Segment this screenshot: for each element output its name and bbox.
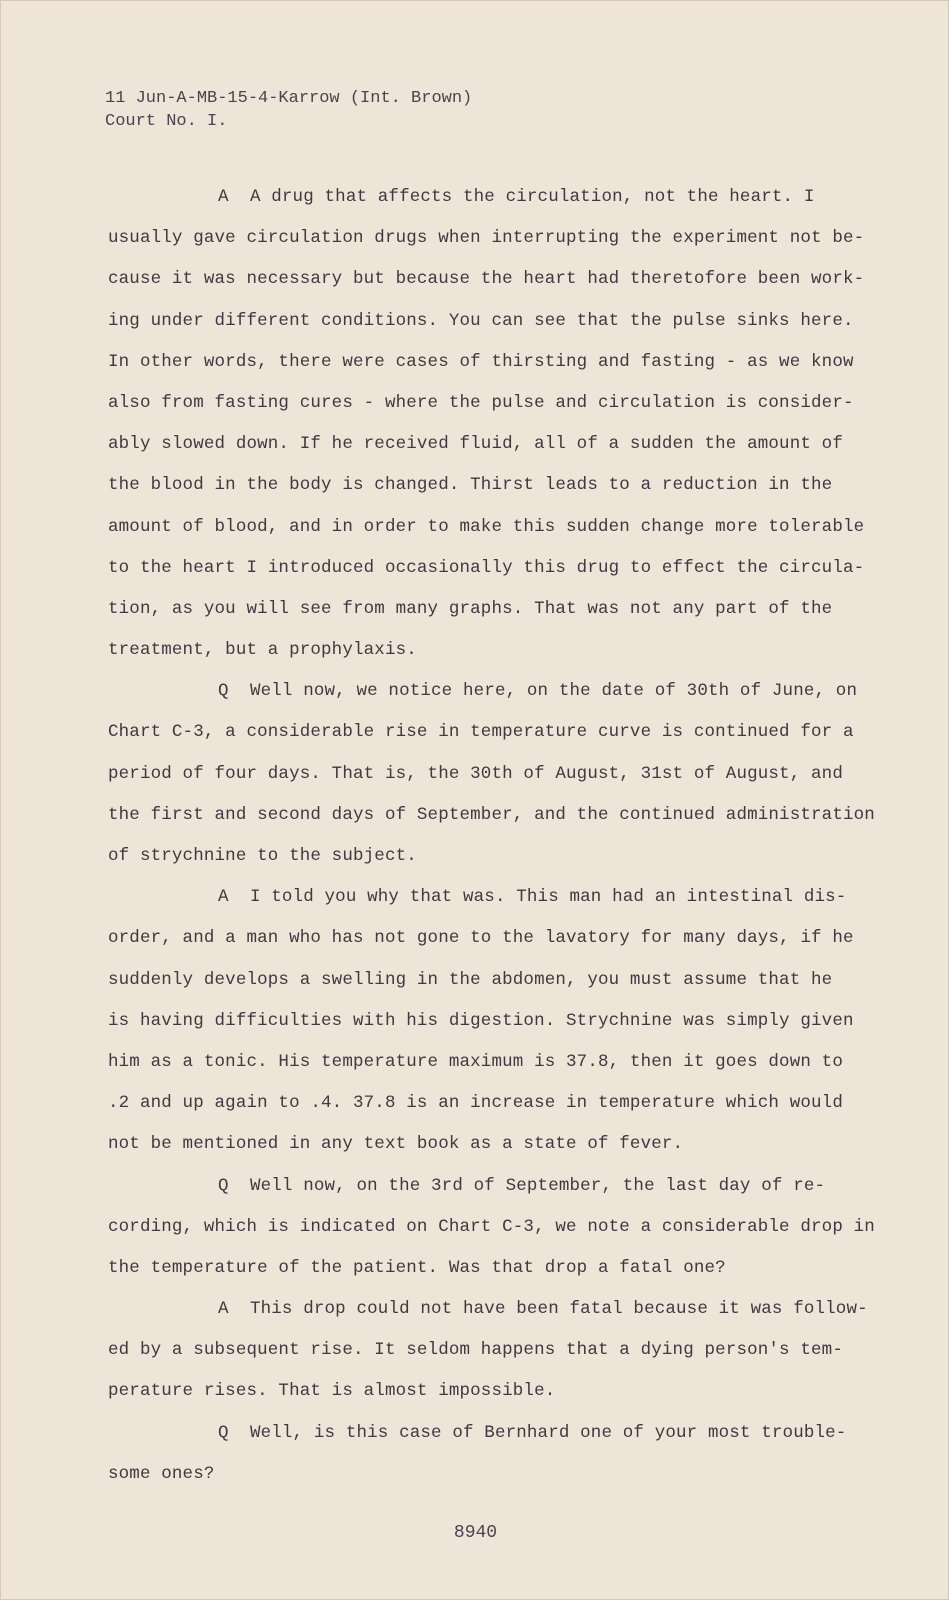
text-line: treatment, but a prophylaxis. — [108, 640, 417, 661]
text-line: some ones? — [108, 1463, 215, 1484]
text-line: tion, as you will see from many graphs. That was not any part of the — [108, 598, 833, 619]
text-line: amount of blood, and in order to make this sudden change more tolerable — [108, 516, 865, 537]
text-line: the blood in the body is changed. Thirst leads to a reduction in the — [108, 475, 833, 496]
text-line: ably slowed down. If he received fluid, all of a sudden the amount of — [108, 434, 843, 455]
question-line: Q Well, is this case of Bernhard one of your most trouble- — [218, 1422, 847, 1443]
question-line: Q Well now, we notice here, on the date of 30th of June, on — [218, 681, 858, 702]
answer-line: A A drug that affects the circulation, not the heart. I — [218, 187, 815, 207]
text-line: .2 and up again to .4. 37.8 is an increase in temperature which would — [108, 1093, 843, 1114]
text-line: Chart C-3, a considerable rise in temperature curve is continued for a — [108, 722, 854, 743]
header-reference-line: 11 Jun-A-MB-15-4-Karrow (Int. Brown) — [105, 89, 473, 108]
text-line: ing under different conditions. You can see that the pulse sinks here. — [108, 310, 854, 331]
header-court-line: Court No. I. — [105, 112, 228, 131]
text-line: cording, which is indicated on Chart C-3, we note a considerable drop in — [108, 1216, 875, 1237]
transcript-body — [108, 177, 875, 1495]
answer-line: A I told you why that was. This man had an intestinal dis- — [218, 887, 847, 908]
text-line: In other words, there were cases of thirsting and fasting - as we know — [108, 351, 854, 372]
text-line: not be mentioned in any text book as a state of fever. — [108, 1134, 684, 1155]
text-line: him as a tonic. His temperature maximum is 37.8, then it goes down to — [108, 1051, 843, 1072]
document-header — [105, 87, 472, 133]
text-line: the first and second days of September, and the continued administration — [108, 804, 875, 825]
text-line: also from fasting cures - where the pulse and circulation is consider- — [108, 392, 854, 413]
text-line: ed by a subsequent rise. It seldom happens that a dying person's tem- — [108, 1340, 843, 1361]
text-line: suddenly develops a swelling in the abdomen, you must assume that he — [108, 969, 833, 990]
text-line: perature rises. That is almost impossible. — [108, 1381, 556, 1402]
text-line: of strychnine to the subject. — [108, 846, 417, 866]
text-line: cause it was necessary but because the heart had theretofore been work- — [108, 269, 865, 290]
text-line: order, and a man who has not gone to the lavatory for many days, if he — [108, 928, 854, 949]
text-line: usually gave circulation drugs when interrupting the experiment not be- — [108, 228, 865, 249]
question-line: Q Well now, on the 3rd of September, the last day of re- — [218, 1175, 826, 1196]
text-line: to the heart I introduced occasionally this drug to effect the circula- — [108, 557, 865, 578]
text-line: period of four days. That is, the 30th of August, 31st of August, and — [108, 763, 843, 784]
answer-line: A This drop could not have been fatal because it was follow- — [218, 1299, 868, 1320]
page-number: 8940 — [453, 1523, 498, 1543]
text-line: the temperature of the patient. Was that drop a fatal one? — [108, 1257, 726, 1278]
text-line: is having difficulties with his digestion. Strychnine was simply given — [108, 1010, 854, 1031]
